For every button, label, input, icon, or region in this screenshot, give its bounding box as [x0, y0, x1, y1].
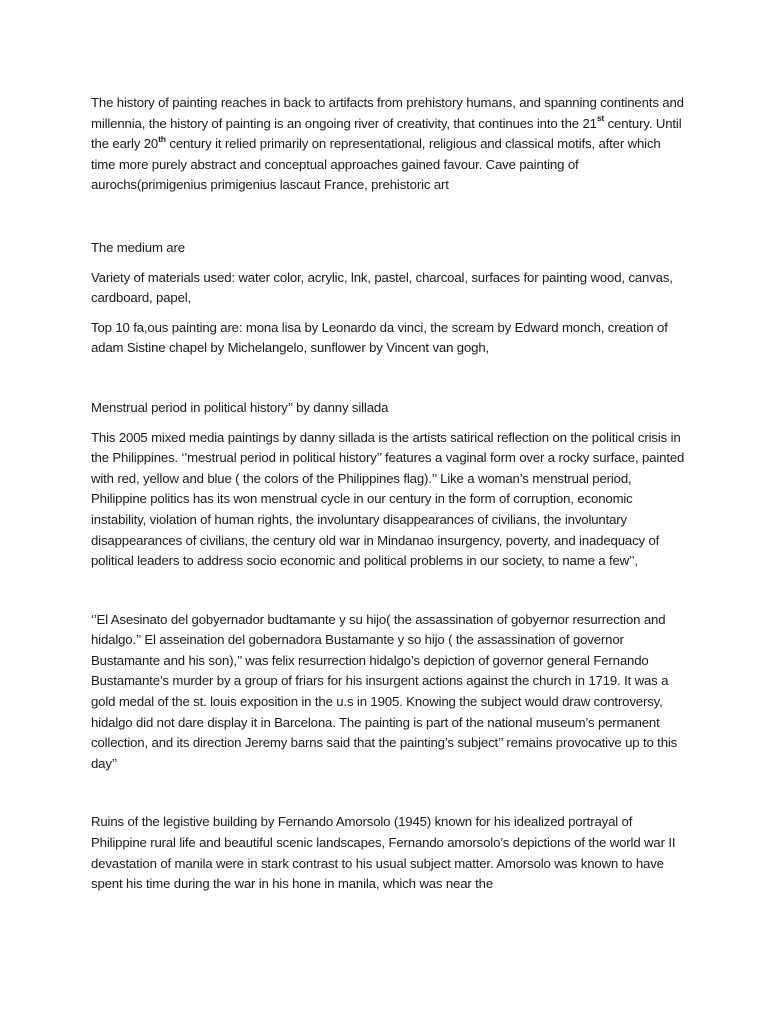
menstrual-paragraph: This 2005 mixed media paintings by danny sillada is the artists satirical reflection on the political crisis in the Philippines. ‘’mestrual period in political history’’ features a vaginal form over a rocky surface, painted with red, yellow and blue ( the colors of the Philippines flag).’’ Like a woman’s menstrual period, Philippine politics has its won menstrual cycle in our century in the form of corruption, economic instability, violation of human rights, the involuntary disappearances of civilians, the involuntary disappearances of civilians, the century old war in Mindanao insurgency, poverty, and inadequacy of political leaders to address socio economic and political problems in our society, to name a few’’, [91, 429, 685, 569]
intro-text-part-1: The history of painting reaches in back to artifacts from prehistory humans, and spanning continents and millennia, the history of painting is an ongoing river of creativity, that continues into the 21 [91, 95, 684, 131]
document-body [91, 93, 686, 895]
intro-text-part-2: century. Until the early 20 [91, 115, 682, 152]
intro-text-part-3: century it relied primarily on representational, religious and classical motifs, after which time more purely abstract and conceptual approaches gained favour. Cave painting of aurochs(primigenius primigenius lascaut France, prehistoric art [91, 136, 661, 193]
menstrual-heading: Menstrual period in political history’’ by danny sillada [91, 399, 389, 415]
asesinato-paragraph: ‘’El Asesinato del gobyernador budtamante y su hijo( the assassination of gobyernor resurrection and hidalgo.’’ El asseination del gobernadora Bustamante y so hijo ( the assassination of governor Bustamante and his son),’’ was felix resurrection hidalgo’s depiction of governor general Fernando Bustamante’s murder by a group of friars for his insurgent actions against the church in 1719. It was a gold medal of the st. louis exposition in the u.s in 1905. Knowing the subject would draw controversy, hidalgo did not dare display it in Barcelona. The painting is part of the national museum’s permanent collection, and its direction Jeremy barns said that the painting’s subject’’ remains provocative up to this day’’ [91, 611, 678, 771]
ruins-paragraph: Ruins of the legistive building by Fernando Amorsolo (1945) known for his idealized portrayal of Philippine rural life and beautiful scenic landscapes, Fernando amorsolo’s depictions of the world war II devastation of manila were in stark contrast to his usual subject matter. Amorsolo was known to have spent his time during the war in his hone in manila, which was near the [91, 814, 676, 892]
medium-heading: The medium are [91, 239, 185, 255]
intro-paragraph [91, 93, 686, 196]
intro-superscript-st: st [596, 113, 605, 124]
top10-paragraph: Top 10 fa,ous painting are: mona lisa by Leonardo da vinci, the scream by Edward monch, creation of adam Sistine chapel by Michelangelo, sunflower by Vincent van gogh, [91, 319, 668, 356]
materials-paragraph: Variety of materials used: water color, acrylic, lnk, pastel, charcoal, surfaces for painting wood, canvas, cardboard, papel, [91, 269, 673, 306]
intro-superscript-th: th [158, 133, 166, 144]
